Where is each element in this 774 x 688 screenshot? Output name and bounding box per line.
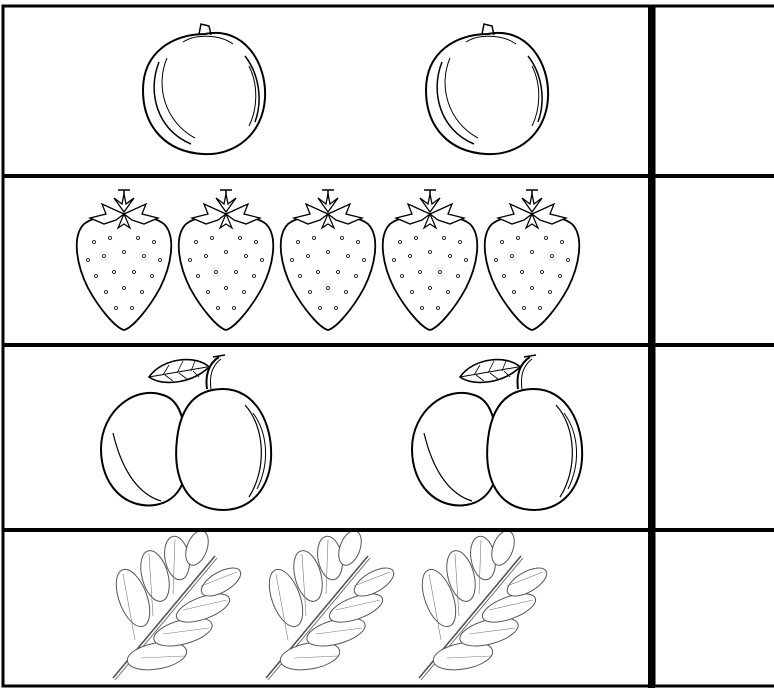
strawberry-icon [485,190,579,330]
answer-cell-3[interactable] [655,347,774,528]
row-strawberries [3,178,648,343]
leaf-branch-icon [416,532,551,680]
answer-cell-1[interactable] [655,8,774,174]
strawberry-icon [77,190,171,330]
strawberry-icon [179,190,273,330]
plum-pair-icon [412,355,582,510]
row-leaf-branches [3,532,648,684]
row-peaches [3,8,648,174]
row-plums [3,347,648,528]
leaf-branch-icon [110,532,245,680]
peach-icon [426,24,548,154]
peach-icon [143,24,265,154]
answer-cell-4[interactable] [655,532,774,684]
plum-pair-icon [101,355,271,510]
leaf-branch-icon [263,532,398,680]
strawberry-icon [383,190,477,330]
answer-cell-2[interactable] [655,178,774,343]
strawberry-icon [281,190,375,330]
